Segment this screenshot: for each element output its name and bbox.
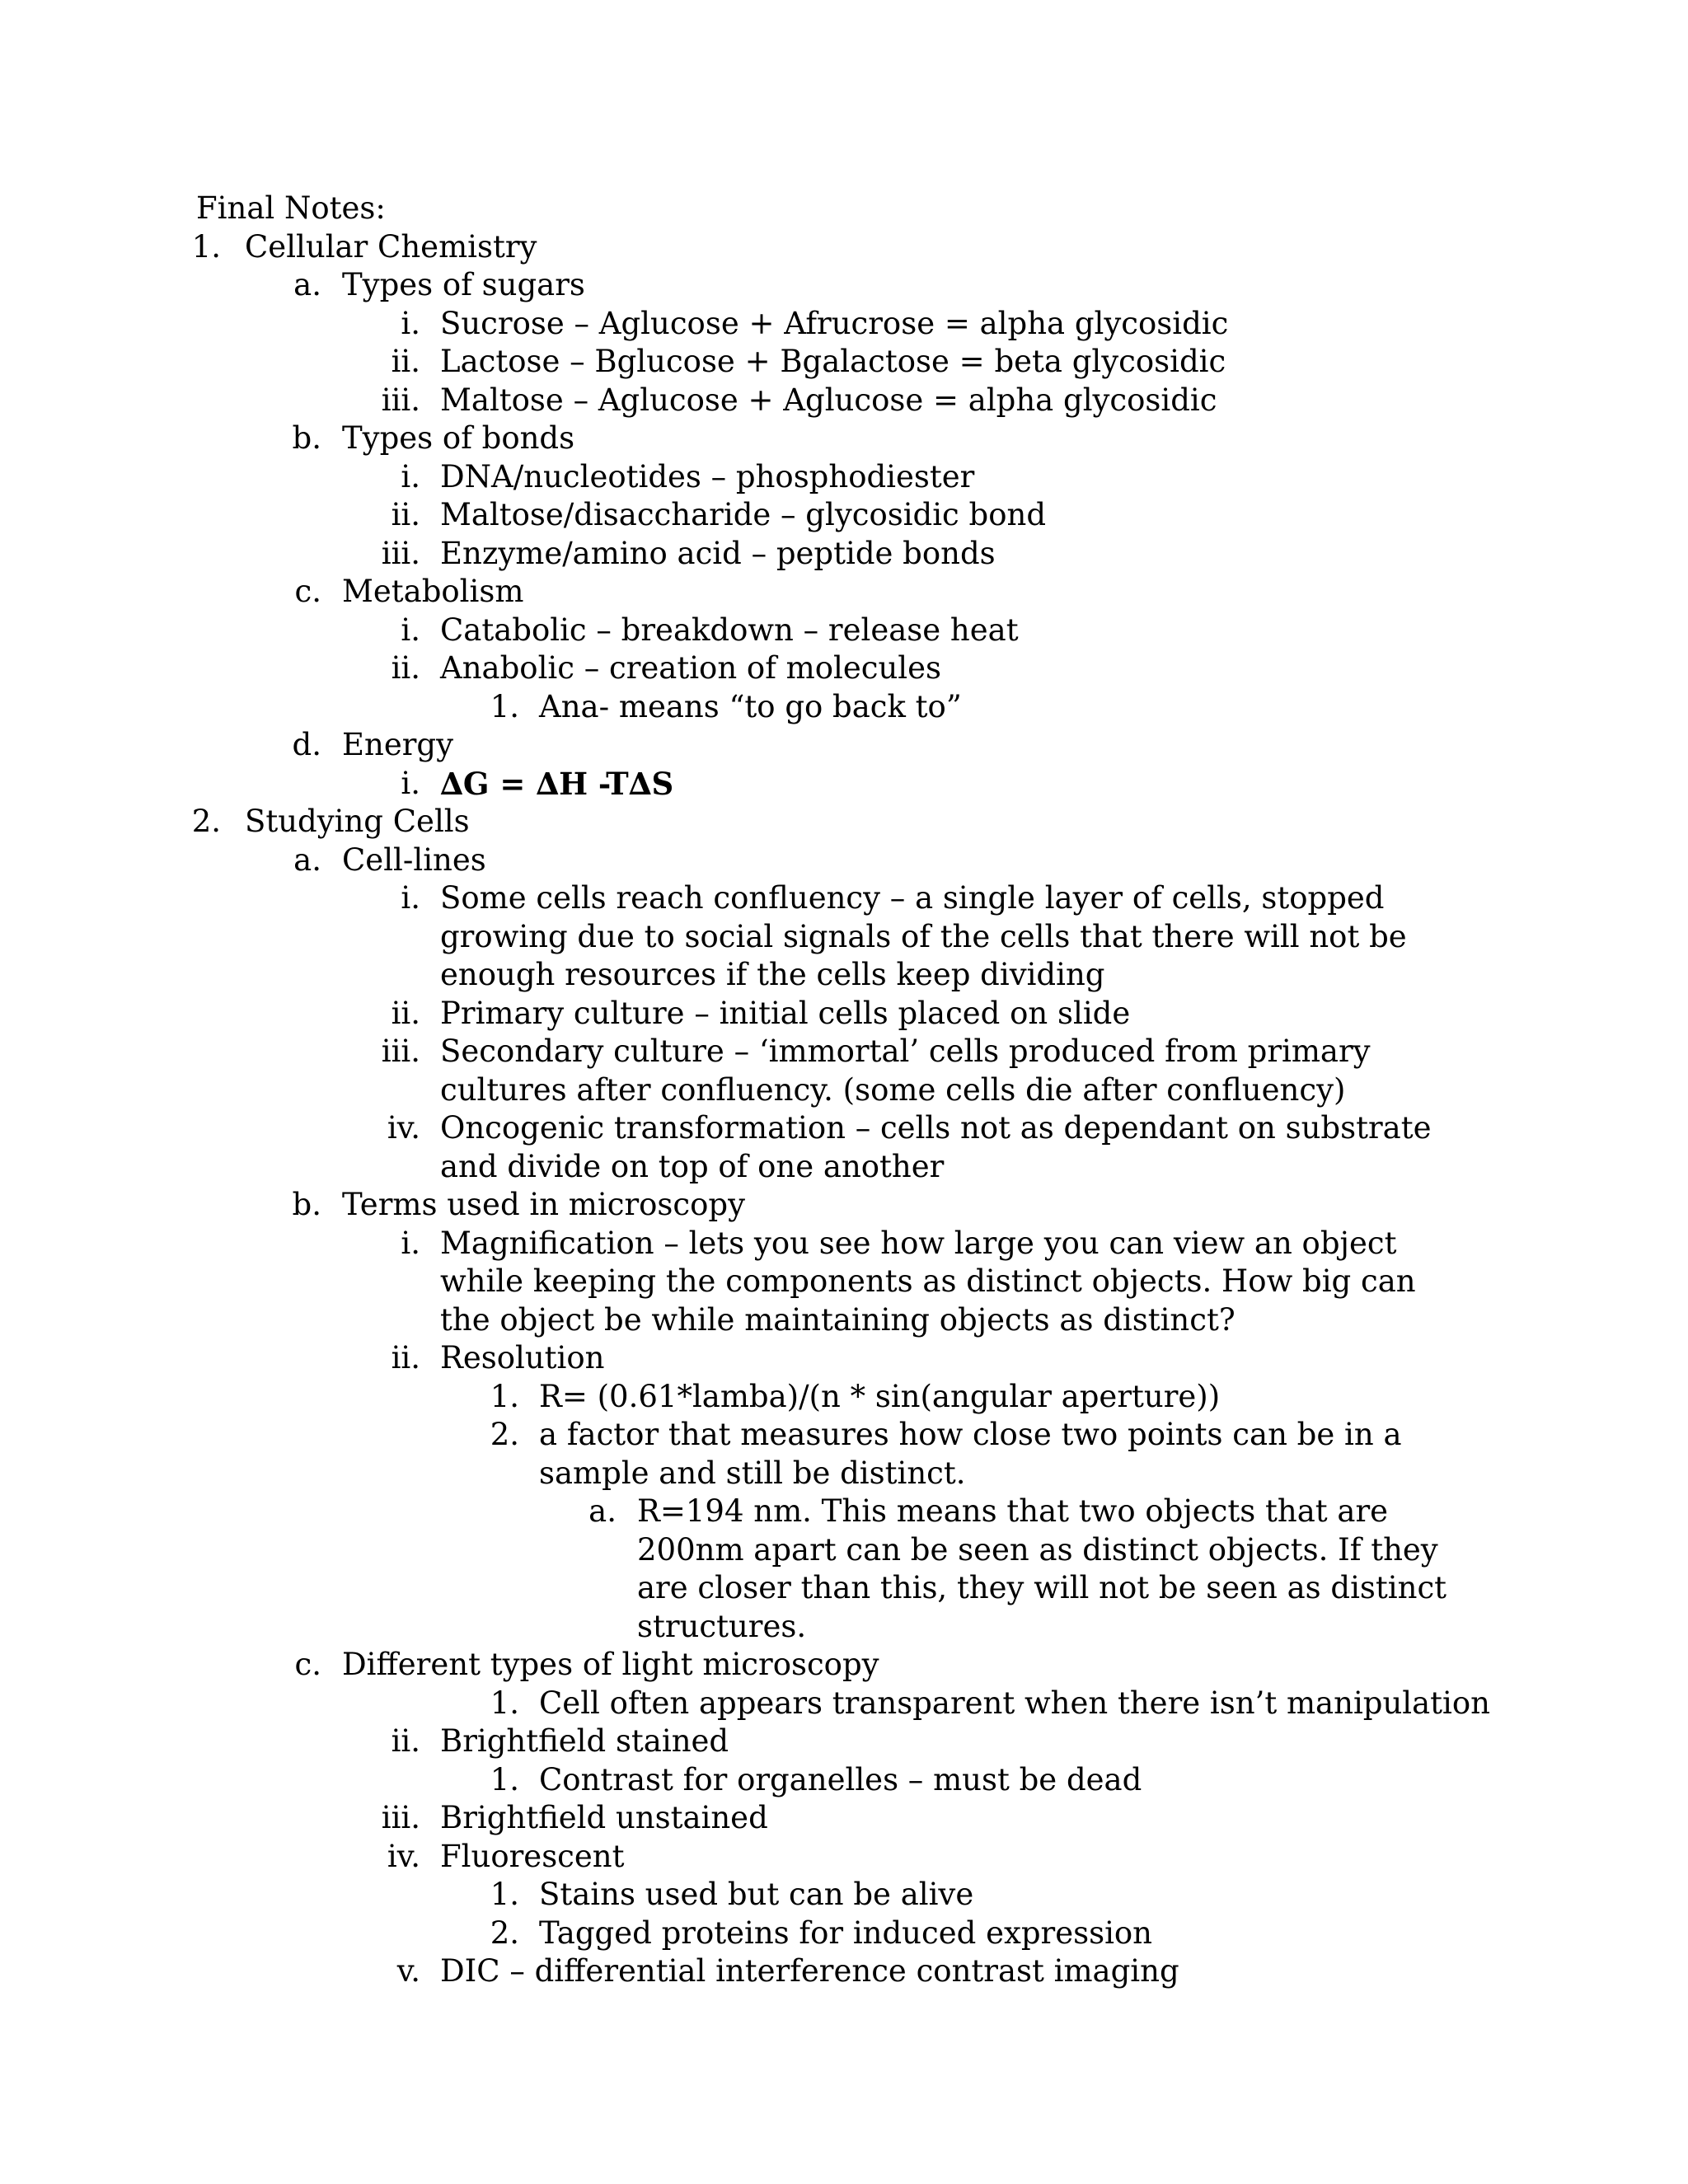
subsection-label: Energy [342, 727, 454, 762]
list-marker: i. [401, 765, 420, 801]
list-marker: b. [292, 420, 321, 456]
list-marker: iii. [381, 382, 420, 418]
list-marker: iii. [381, 1800, 420, 1835]
list-marker: a. [588, 1493, 617, 1529]
list-item-text: Lactose – Bglucose + Bgalactose = beta glycosidic [440, 344, 1226, 379]
list-item-text: Secondary culture – ‘immortal’ cells produced from primary cultures after confluency. (some cells die after confluency) [440, 1033, 1371, 1108]
list-item [0, 688, 1470, 727]
list-marker: c. [294, 1647, 321, 1682]
list-item [0, 649, 1470, 688]
list-item [0, 1493, 1474, 1646]
list-marker: i. [401, 458, 420, 494]
list-item [0, 612, 1470, 650]
list-item-text: DIC – differential interference contrast imaging [440, 1953, 1179, 1989]
list-item [0, 995, 1470, 1033]
list-item [0, 1339, 1470, 1378]
list-item-text: Cell often appears transparent when there isn’t manipulation [539, 1685, 1490, 1721]
list-item [0, 1876, 1470, 1915]
list-item [0, 1109, 1470, 1186]
list-item-text: Magnification – lets you see how large you can view an object while keeping the components as distinct objects. How big can the object be while maintaining objects as distinct? [440, 1225, 1416, 1338]
notes-outline [0, 190, 1688, 1991]
list-item-text: R=194 nm. This means that two objects that are 200nm apart can be seen as distinct objects. If they are closer than this, they will not be seen as distinct structures. [637, 1493, 1447, 1644]
list-marker: ii. [391, 1723, 420, 1759]
section-1-heading [0, 228, 1688, 267]
list-item [0, 382, 1470, 420]
list-item-text: Brightfield unstained [440, 1800, 768, 1835]
list-item [0, 1416, 1470, 1493]
list-item-text: Ana- means “to go back to” [539, 688, 962, 724]
list-item [0, 305, 1470, 344]
list-marker: ii. [391, 995, 420, 1031]
list-marker: 1. [490, 1378, 519, 1414]
list-marker: a. [293, 267, 321, 302]
list-item [0, 1799, 1470, 1838]
list-item [0, 1722, 1470, 1761]
list-item [0, 879, 1470, 995]
list-marker: iii. [381, 535, 420, 571]
list-item [0, 1685, 1490, 1723]
list-item-text: Enzyme/amino acid – peptide bonds [440, 535, 996, 571]
list-marker: iv. [387, 1110, 420, 1146]
list-item [0, 343, 1470, 382]
list-item [0, 1761, 1470, 1800]
list-marker: d. [292, 727, 321, 762]
list-marker: i. [401, 1225, 420, 1261]
subsection-label: Types of sugars [342, 267, 585, 302]
list-marker: 1. [490, 1877, 519, 1912]
list-marker: 1. [490, 1761, 519, 1797]
list-marker: 2. [191, 804, 221, 839]
subsection-label: Cell-lines [342, 841, 486, 878]
list-marker: b. [292, 1187, 321, 1222]
list-item-text: Oncogenic transformation – cells not as dependant on substrate and divide on top of one another [440, 1110, 1432, 1184]
list-marker: 1. [490, 1685, 519, 1721]
list-marker: c. [294, 574, 321, 609]
subsection-label: Types of bonds [342, 420, 575, 456]
list-marker: 1. [490, 688, 519, 724]
subsection-heading [0, 266, 1688, 305]
list-marker: a. [293, 841, 321, 878]
list-item [0, 1915, 1470, 1953]
list-marker: i. [401, 880, 420, 916]
list-item [0, 535, 1470, 574]
gibbs-equation: ∆G = ∆H -T∆S [440, 765, 674, 802]
resolution-formula: R= (0.61*lamba)/(n * sin(angular aperture)) [539, 1378, 1221, 1414]
list-item [0, 1225, 1470, 1340]
subsection-heading [0, 1646, 1688, 1685]
list-item [0, 1033, 1470, 1109]
subsection-label: Different types of light microscopy [342, 1647, 879, 1682]
list-item-text: Contrast for organelles – must be dead [539, 1761, 1142, 1797]
section-label: Studying Cells [245, 804, 470, 839]
list-marker: iv. [387, 1838, 420, 1874]
list-item-text: Brightfield stained [440, 1723, 729, 1759]
subsection-heading [0, 1186, 1688, 1225]
list-item-text: Tagged proteins for induced expression [539, 1915, 1153, 1951]
list-item [0, 1378, 1470, 1417]
list-item-text: a factor that measures how close two points can be in a sample and still be distinct. [539, 1417, 1402, 1491]
list-item-text: Stains used but can be alive [539, 1877, 974, 1912]
list-marker: i. [401, 612, 420, 648]
section-2-heading [0, 803, 1688, 841]
list-item-text: Maltose/disaccharide – glycosidic bond [440, 497, 1047, 532]
list-marker: ii. [391, 650, 420, 686]
list-marker: ii. [391, 497, 420, 532]
list-item-text: Catabolic – breakdown – release heat [440, 612, 1019, 648]
list-item-text: Maltose – Aglucose + Aglucose = alpha glycosidic [440, 382, 1217, 418]
list-item-text: Sucrose – Aglucose + Afrucrose = alpha glycosidic [440, 305, 1229, 341]
list-item-text: Fluorescent [440, 1838, 625, 1874]
list-marker: 2. [490, 1417, 519, 1452]
subsection-heading [0, 726, 1688, 765]
list-marker: i. [401, 305, 420, 341]
list-item-text: Anabolic – creation of molecules [440, 650, 942, 686]
list-item-text: Primary culture – initial cells placed on slide [440, 995, 1131, 1031]
list-item [0, 496, 1470, 535]
list-item [0, 1952, 1470, 1991]
subsection-heading [0, 419, 1688, 458]
list-item-text: Resolution [440, 1340, 605, 1376]
subsection-heading [0, 573, 1688, 612]
list-marker: 2. [490, 1915, 519, 1951]
list-marker: v. [396, 1953, 420, 1989]
list-item-text: DNA/nucleotides – phosphodiester [440, 458, 975, 494]
list-marker: iii. [381, 1033, 420, 1069]
document-title: Final Notes: [196, 190, 386, 226]
subsection-label: Terms used in microscopy [342, 1187, 745, 1222]
list-marker: ii. [391, 344, 420, 379]
list-item [0, 765, 1470, 804]
subsection-heading [0, 841, 1688, 880]
subsection-label: Metabolism [342, 574, 524, 609]
list-marker: 1. [191, 228, 221, 265]
list-item [0, 458, 1470, 497]
list-item-text: Some cells reach confluency – a single layer of cells, stopped growing due to social signals of the cells that there will not be enough resources if the cells keep dividing [440, 880, 1407, 992]
section-label: Cellular Chemistry [245, 228, 537, 265]
list-item [0, 1838, 1470, 1877]
list-marker: ii. [391, 1340, 420, 1376]
